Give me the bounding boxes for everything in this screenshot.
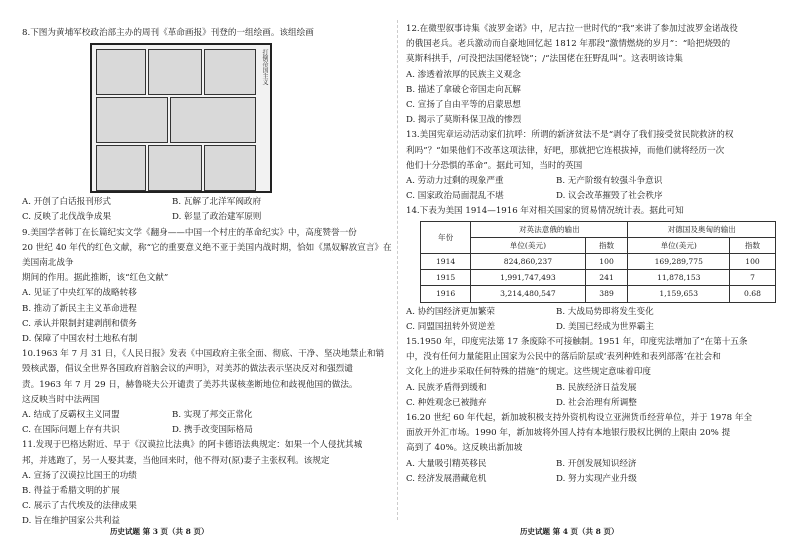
q8-option-c: C. 反映了北伐战争成果: [22, 212, 112, 223]
question-8: [22, 26, 397, 226]
q11-option-a: A. 宣扬了汉谟拉比国王的功绩: [22, 470, 137, 481]
table-cell: 7: [730, 270, 776, 286]
q14-option-c: C. 同盟国扭转外贸逆差: [406, 321, 496, 332]
q15-option-d: D. 社会治理有所调整: [556, 397, 637, 408]
table-row: [421, 254, 776, 270]
table-subheader-index: 指数: [585, 237, 628, 253]
table-subheader-unit: 单位(美元): [628, 237, 730, 253]
q15-stem-line-1: 15.1950 年，印度宪法第 17 条废除不可接触制。1951 年，印度宪法增加了“在第十五条: [406, 337, 748, 348]
table-cell: 1915: [421, 270, 471, 286]
q10-option-c: C. 在国际问题上存有共识: [22, 425, 120, 436]
q9-option-d: D. 保障了中国农村土地私有制: [22, 334, 138, 345]
q15-option-c: C. 种姓观念已被抛弃: [406, 397, 487, 408]
table-header-group-2: 对德国及奥匈的输出: [628, 221, 776, 237]
image-caption: 打倒帝国主义: [261, 49, 268, 86]
question-12: [406, 22, 781, 128]
q11-option-b: B. 得益于希腊文明的扩展: [22, 486, 120, 497]
table-subheader-unit: 单位(美元): [471, 237, 585, 253]
q10-option-d: D. 携手改变国际格局: [172, 425, 253, 436]
q12-option-a: A. 渗透着浓厚的民族主义观念: [406, 69, 521, 80]
table-header-year: 年份: [421, 221, 471, 253]
q9-option-c: C. 承认并限制封建剥削和债务: [22, 318, 137, 329]
question-11: [22, 438, 397, 529]
question-16: [406, 411, 781, 487]
q15-stem-line-3: 文化上的进步采取任何特殊的措施”的规定。这些规定意味着印度: [406, 367, 652, 378]
q8-stem: 8.下图为黄埔军校政治部主办的周刊《革命画报》刊登的一组绘画。该组绘画: [22, 28, 314, 38]
q13-stem-line-2: 利吗”？“如果他们不改革这项法律，好吧，那就把它连根拔掉，而他们就将经历一次: [406, 145, 725, 156]
table-cell: 11,878,153: [628, 270, 730, 286]
q10-option-b: B. 实现了邦交正常化: [172, 410, 253, 421]
q15-stem-line-2: 中，没有任何力量能阻止国家为公民中的落后阶层或‘表列种姓和表列部落’在社会和: [406, 352, 721, 363]
q16-option-b: B. 开创发展知识经济: [556, 458, 637, 469]
q9-stem-line-2: 20 世纪 40 年代的红色文献，称“它的重要意义绝不亚于美国内战时期，恰如《黑奴解放宣言》在美国南北战争: [22, 242, 392, 269]
q12-option-d: D. 揭示了莫斯科保卫战的惨烈: [406, 115, 522, 126]
q16-stem-line-3: 高到了 40%。这反映出新加坡: [406, 443, 523, 454]
q9-option-b: B. 推动了新民主主义革命进程: [22, 303, 137, 314]
q14-option-b: B. 大战局势即将发生变化: [556, 306, 654, 317]
question-13: [406, 128, 781, 204]
page-3: [22, 0, 397, 551]
q12-option-c: C. 宣扬了自由平等的启蒙思想: [406, 100, 521, 111]
q14-option-a: A. 协约国经济更加繁荣: [406, 306, 496, 317]
q12-stem-line-3: 莫斯科拱手，/可没把法国佬轻饶”；/“法国佬在狂野乱叫”。这表明该诗集: [406, 54, 683, 65]
page-divider: [397, 20, 398, 520]
footer-page-3: 历史试题 第 3 页（共 8 页）: [110, 527, 209, 536]
table-row: [421, 270, 776, 286]
q8-option-d: D. 彰显了政治建军原则: [172, 212, 262, 223]
q13-option-a: A. 劳动力过剩的现象严重: [406, 176, 504, 187]
q14-option-d: D. 美国已经成为世界霸主: [556, 321, 654, 332]
q13-option-d: D. 议会改革摧毁了社会秩序: [556, 191, 663, 202]
q14-stem: 14.下表为美国 1914—1916 年对相关国家的贸易情况统计表。据此可知: [406, 206, 684, 217]
q16-stem-line-2: 面放开外汇市场。1990 年，新加坡将外国人持有本地银行股权比例的上限由 20% 提: [406, 428, 731, 439]
table-header-group-1: 对英法意俄的输出: [471, 221, 628, 237]
q15-option-b: B. 民族经济日益发展: [556, 382, 637, 393]
q11-option-c: C. 展示了古代埃及的法律成果: [22, 501, 137, 512]
q12-option-b: B. 描述了拿破仑帝国走向瓦解: [406, 84, 521, 95]
table-cell: 169,289,775: [628, 254, 730, 270]
q10-stem-line-1: 10.1963 年 7 月 31 日，《人民日报》发表《中国政府主张全面、彻底、干净、坚决地禁止和销: [22, 349, 385, 360]
q10-option-a: A. 结成了反霸权主义同盟: [22, 410, 120, 421]
question-14: [406, 204, 781, 335]
table-cell: 1914: [421, 254, 471, 270]
q9-stem-line-1: 9.美国学者韩丁在长篇纪实文学《翻身——中国一个村庄的革命纪实》中，高度赞誉一份: [22, 227, 357, 238]
q10-stem-line-2: 毁核武器，倡议全世界各国政府首脑会议的声明》，对美苏的做法表示坚决反对和强烈谴: [22, 364, 353, 375]
footer-page-4: 历史试题 第 4 页（共 8 页）: [520, 527, 619, 536]
table-cell: 1,991,747,493: [471, 270, 585, 286]
q15-option-a: A. 民族矛盾得到缓和: [406, 382, 487, 393]
question-10: [22, 347, 397, 438]
table-cell: 0.68: [730, 286, 776, 302]
revolution-pictorial-image: [90, 43, 272, 193]
q13-option-b: B. 无产阶级有较强斗争意识: [556, 176, 663, 187]
table-cell: 389: [585, 286, 628, 302]
table-row: [421, 286, 776, 302]
q16-option-c: C. 经济发展潜藏危机: [406, 473, 487, 484]
q9-option-a: A. 见证了中央红军的战略转移: [22, 288, 137, 299]
table-subheader-index: 指数: [730, 237, 776, 253]
q11-stem-line-2: 邦，并逃跑了，另一人娶其妻，当他回来时，他不得对(原)妻子主张权利。该规定: [22, 455, 330, 466]
q11-stem-line-1: 11.发现于巴格达附近、早于《汉谟拉比法典》的阿卡德语法典规定：如果一个人侵扰其城: [22, 440, 363, 451]
q16-option-a: A. 大量吸引精英移民: [406, 458, 487, 469]
trade-table: [420, 221, 776, 303]
q12-stem-line-2: 的俄国老兵。老兵激动而自豪地回忆起 1812 年那段“激情燃烧的岁月”：“哈把烧毁的: [406, 39, 731, 50]
q10-stem-line-3: 责。1963 年 7 月 29 日，赫鲁晓夫公开谴责了美苏共谋核垄断地位和歧视他国的做法。: [22, 379, 358, 390]
table-cell: 100: [585, 254, 628, 270]
q10-stem-line-4: 这反映当时中法两国: [22, 394, 100, 405]
comic-panels: [96, 49, 254, 187]
question-9: [22, 226, 397, 348]
q8-option-b: B. 瓦解了北洋军阀政府: [172, 197, 262, 208]
q8-option-a: A. 开创了白话报刊形式: [22, 197, 112, 208]
q13-stem-line-1: 13.美国宪章运动活动家们抗呼：所谓的新济贫法不是“剥夺了我们接受贫民院救济的权: [406, 130, 734, 141]
q13-stem-line-3: 他们十分恐惧的革命”。据此可知，当时的英国: [406, 160, 583, 171]
q16-stem-line-1: 16.20 世纪 60 年代起，新加坡积极支持外资机构设立亚洲货币经营单位，并于 1978 年全: [406, 413, 753, 424]
q12-stem-line-1: 12.在微型叙事诗集《波罗金诺》中，尼古拉一世时代的“我”来讲了参加过波罗金诺战役: [406, 24, 738, 34]
table-cell: 100: [730, 254, 776, 270]
table-cell: 1,159,653: [628, 286, 730, 302]
question-15: [406, 335, 781, 411]
page-4: [406, 0, 781, 551]
table-cell: 1916: [421, 286, 471, 302]
q13-option-c: C. 国家政治局面混乱不堪: [406, 191, 504, 202]
table-cell: 241: [585, 270, 628, 286]
q11-option-d: D. 旨在维护国家公共利益: [22, 516, 120, 527]
table-cell: 3,214,480,547: [471, 286, 585, 302]
table-cell: 824,860,237: [471, 254, 585, 270]
q9-stem-line-3: 期间的作用。据此推断，该“红色文献”: [22, 273, 169, 284]
q16-option-d: D. 努力实现产业升级: [556, 473, 637, 484]
